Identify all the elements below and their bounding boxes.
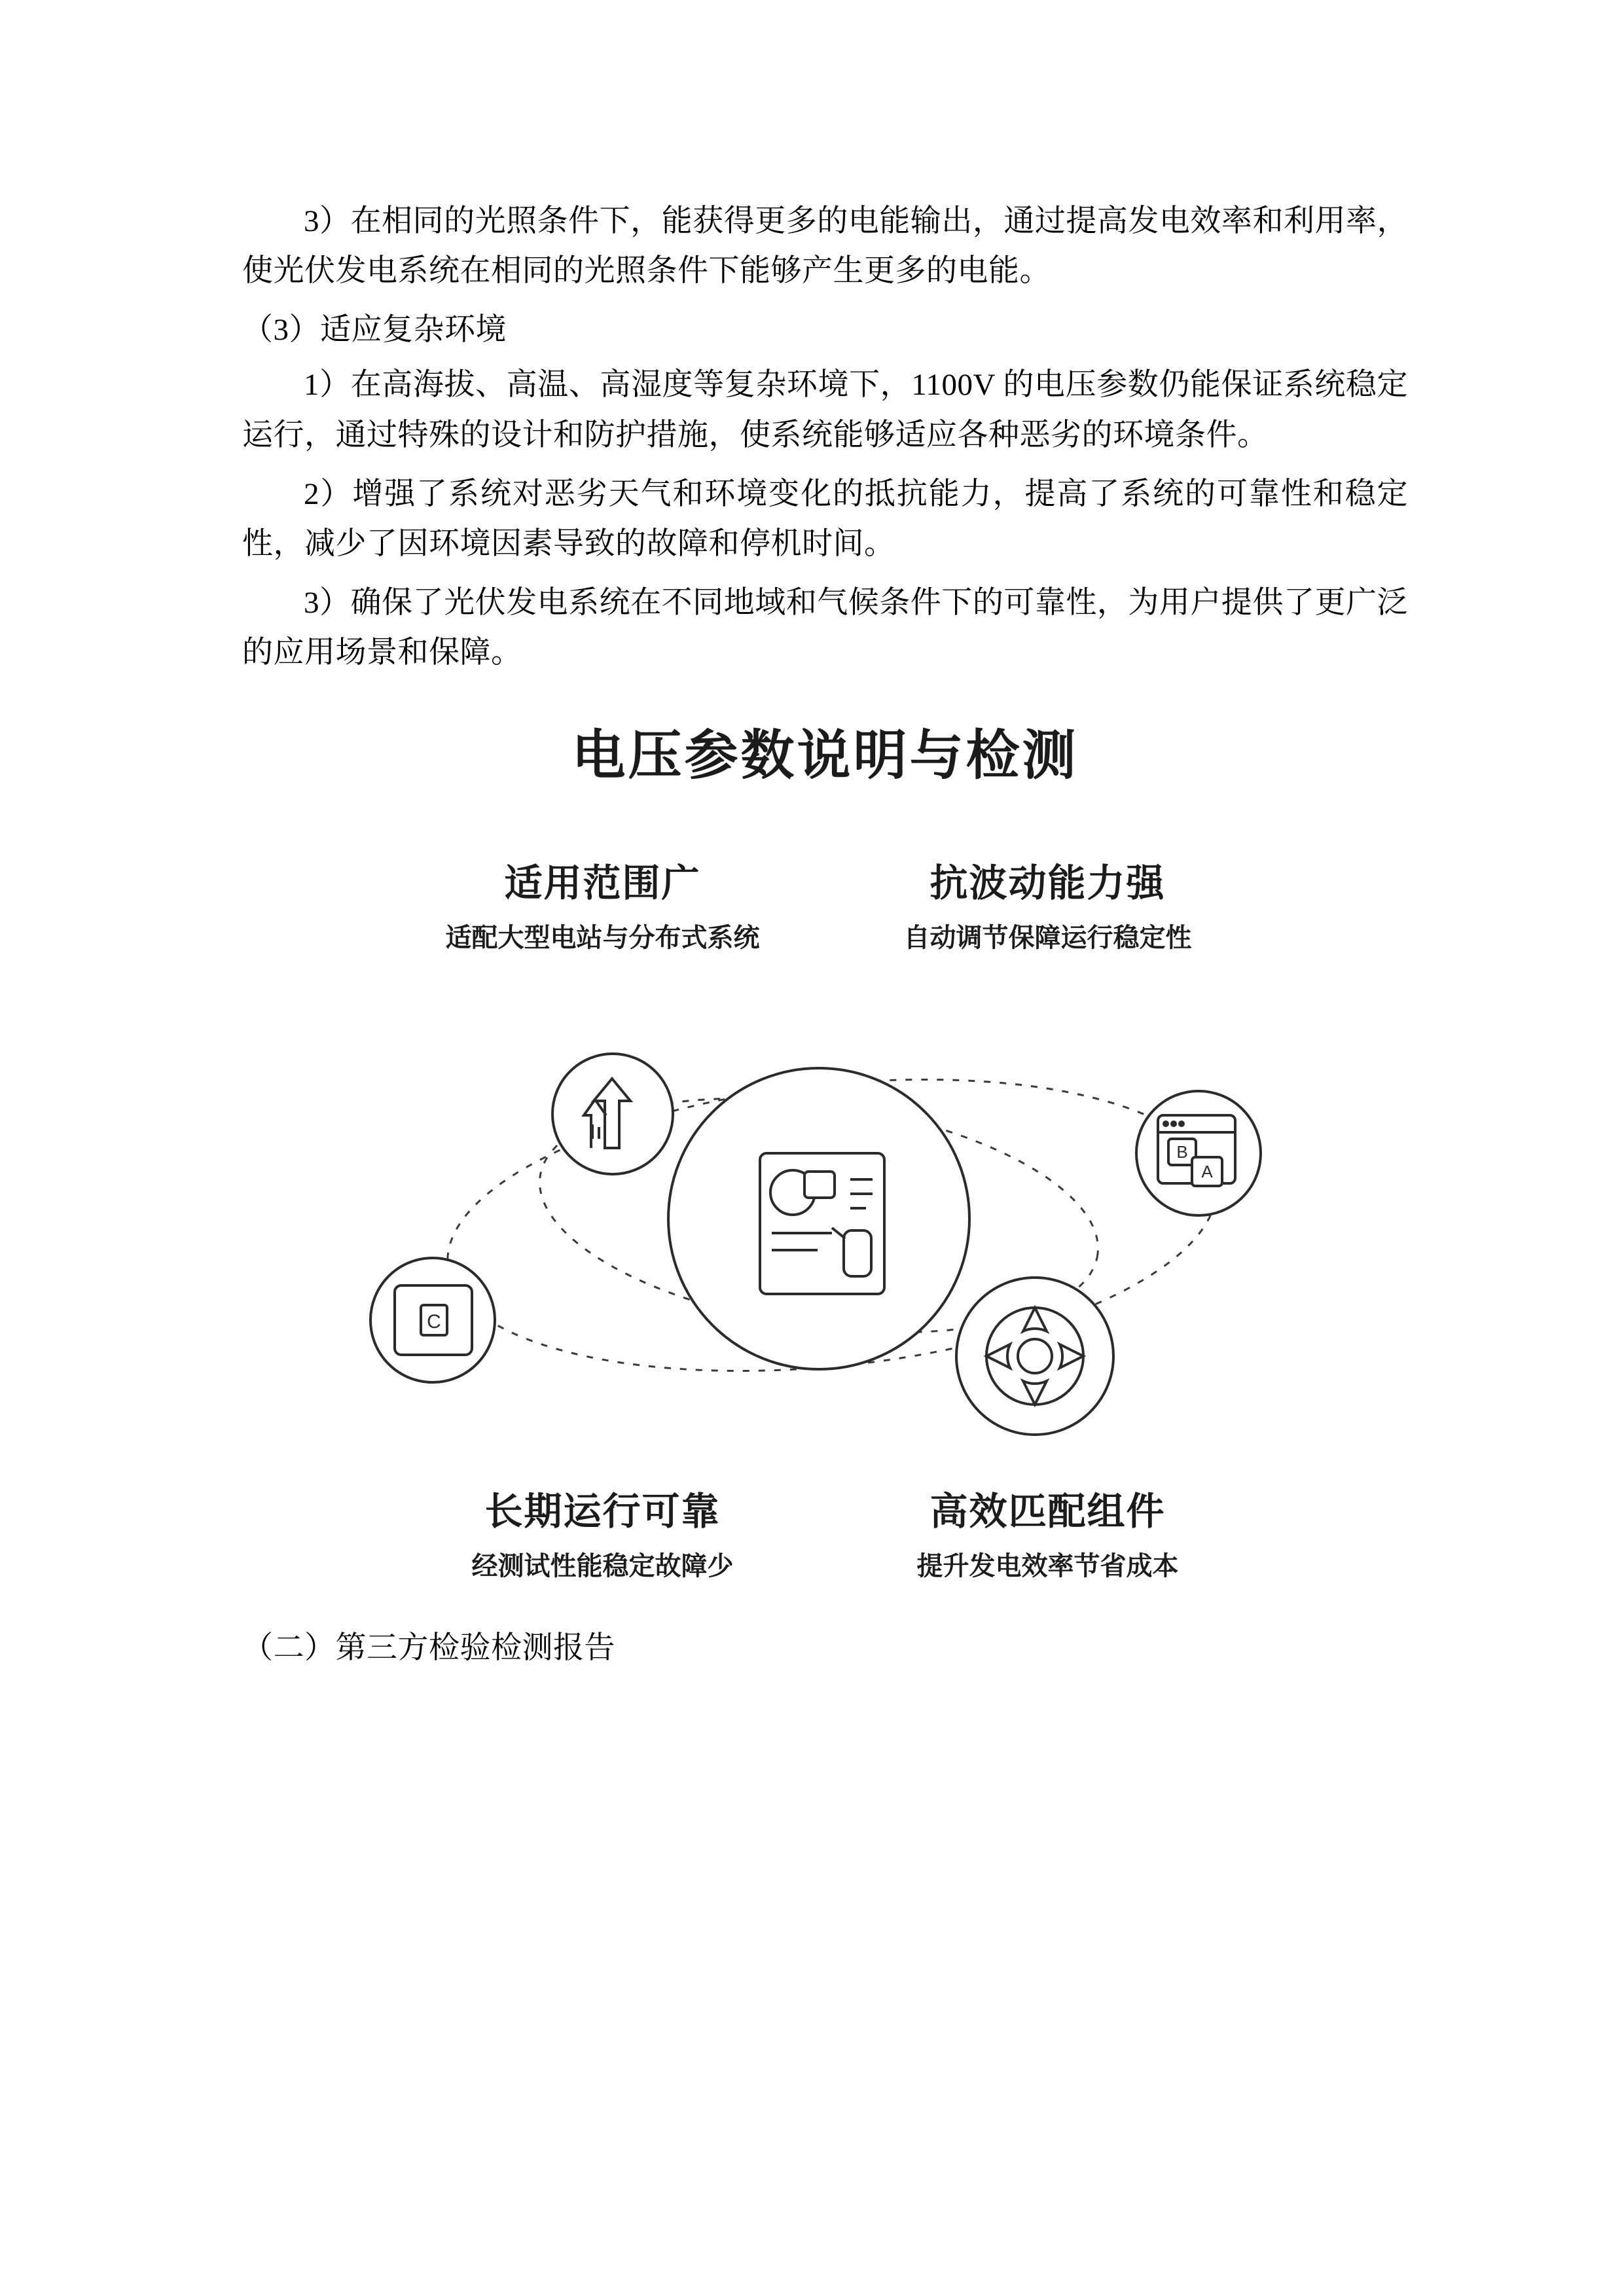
paragraph-1: 3）在相同的光照条件下，能获得更多的电能输出，通过提高发电效率和利用率，使光伏发电系统在相同的光照条件下能够产生更多的电能。 xyxy=(242,204,1408,289)
figure-item-2-sub: 自动调节保障运行稳定性 xyxy=(903,924,1192,953)
closing-heading: （二）第三方检验检测报告 xyxy=(242,1631,615,1666)
node-wheel xyxy=(956,1278,1113,1435)
figure-bottom-labels xyxy=(242,1480,1408,1585)
figure-item-4 xyxy=(865,1480,1231,1585)
infographic-figure xyxy=(242,713,1408,1585)
svg-text:C: C xyxy=(426,1311,441,1333)
figure-item-4-sub: 提升发电效率节省成本 xyxy=(916,1552,1179,1581)
svg-text:B: B xyxy=(1176,1142,1188,1162)
figure-item-4-heading: 高效匹配组件 xyxy=(929,1490,1166,1534)
diagram-svg xyxy=(334,963,1316,1474)
figure-item-2 xyxy=(865,852,1231,957)
paragraph-5: 3）确保了光伏发电系统在不同地域和气候条件下的可靠性，为用户提供了更广泛的应用场景和保障。 xyxy=(242,585,1408,670)
figure-item-3 xyxy=(420,1480,786,1585)
node-window xyxy=(1136,1091,1261,1215)
figure-item-2-heading: 抗波动能力强 xyxy=(929,862,1166,905)
node-up-arrows xyxy=(552,1054,673,1174)
figure-item-3-sub: 经测试性能稳定故障少 xyxy=(471,1552,734,1581)
center-node xyxy=(668,1068,969,1369)
figure-top-labels xyxy=(242,852,1408,957)
figure-item-1-heading: 适用范围广 xyxy=(504,862,701,905)
figure-item-1 xyxy=(420,852,786,957)
figure-diagram xyxy=(242,963,1408,1474)
paragraph-2-heading: （3）适应复杂环境 xyxy=(242,313,507,348)
svg-text:A: A xyxy=(1200,1162,1213,1182)
figure-item-1-sub: 适配大型电站与分布式系统 xyxy=(445,924,760,953)
figure-item-3-heading: 长期运行可靠 xyxy=(484,1490,721,1534)
paragraph-4: 2）增强了系统对恶劣天气和环境变化的抵抗能力，提高了系统的可靠性和稳定性，减少了因环境因素导致的故障和停机时间。 xyxy=(242,476,1408,561)
node-card xyxy=(370,1258,495,1382)
paragraph-3: 1）在高海拔、高温、高湿度等复杂环境下，1100V 的电压参数仍能保证系统稳定运行，通过特殊的设计和防护措施，使系统能够适应各种恶劣的环境条件。 xyxy=(242,368,1408,452)
figure-title: 电压参数说明与检测 xyxy=(571,726,1079,786)
